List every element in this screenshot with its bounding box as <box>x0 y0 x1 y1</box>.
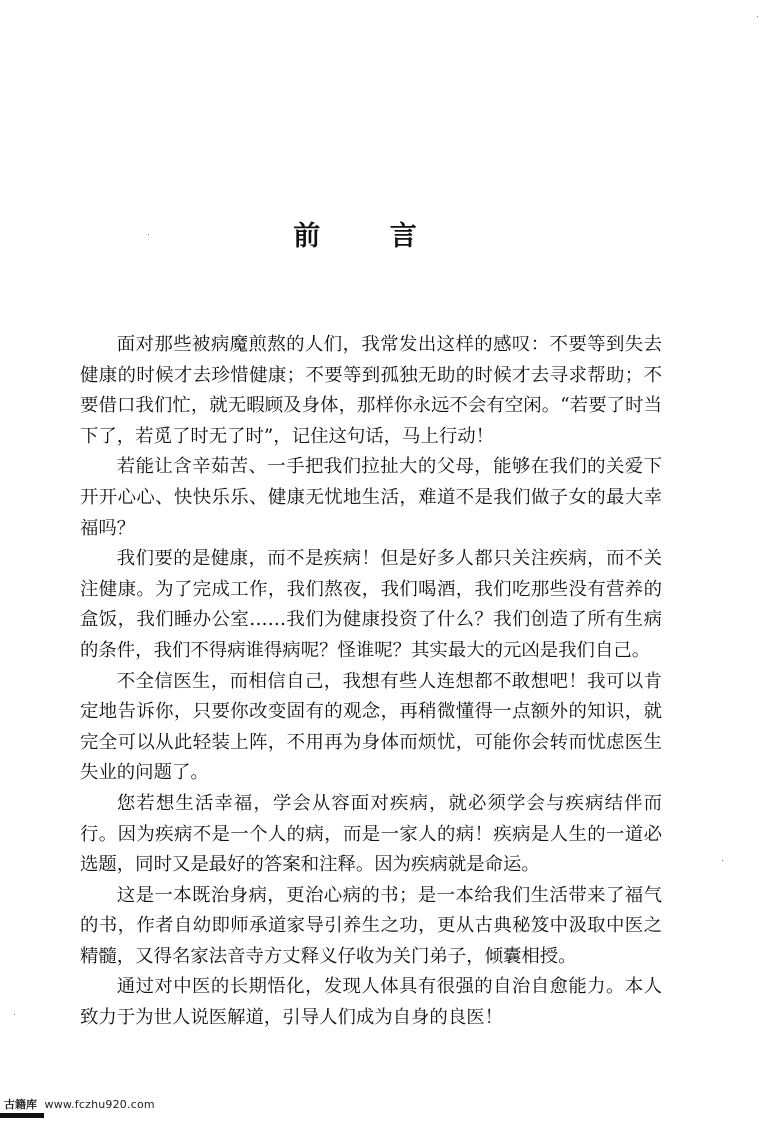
preface-body <box>80 330 662 1034</box>
paragraph: 我们要的是健康，而不是疾病！但是好多人都只关注疾病，而不关注健康。为了完成工作，我们熬夜，我们喝酒，我们吃那些没有营养的盒饭，我们睡办公室……我们为健康投资了什么？我们创造了所有生病的条件，我们不得病谁得病呢？怪谁呢？其实最大的元凶是我们自己。 <box>80 548 662 661</box>
paragraph: 若能让含辛茹苦、一手把我们拉扯大的父母，能够在我们的关爱下开开心心、快快乐乐、健康无忧地生活，难道不是我们做子女的最大幸福吗？ <box>80 456 662 539</box>
scan-speck <box>14 1014 15 1015</box>
scan-speck <box>148 234 149 235</box>
paragraph: 不全信医生，而相信自己，我想有些人连想都不敢想吧！我可以肯定地告诉你，只要你改变固有的观念，再稍微懂得一点额外的知识，就完全可以从此轻装上阵，不用再为身体而烦忧，可能你会转而忧虑医生失业的问题了。 <box>80 670 662 784</box>
footer-bar <box>0 1113 44 1118</box>
footer-watermark <box>4 1096 155 1112</box>
scan-speck <box>722 860 723 861</box>
paragraph: 这是一本既治身病，更治心病的书；是一本给我们生活带来了福气的书，作者自幼即师承道家导引养生之功，更从古典秘笈中汲取中医之精髓，又得名家法音寺方丈释义仔收为关门弟子，倾囊相授。 <box>80 884 662 967</box>
scan-speck <box>757 16 758 17</box>
page-title: 前 言 <box>293 221 447 253</box>
footer-url[interactable]: www.fczhu920.com <box>44 1098 155 1111</box>
paragraph: 您若想生活幸福，学会从容面对疾病，就必须学会与疾病结伴而行。因为疾病不是一个人的病，而是一家人的病！疾病是人生的一道必选题，同时又是最好的答案和注释。因为疾病就是命运。 <box>80 792 662 876</box>
paragraph: 面对那些被病魔煎熬的人们，我常发出这样的感叹：不要等到失去健康的时候才去珍惜健康；不要等到孤独无助的时候才去寻求帮助；不要借口我们忙，就无暇顾及身体，那样你永远不会有空闲。“若要了时当下了，若觅了时无了时”，记住这句话，马上行动！ <box>80 334 662 447</box>
paragraph: 通过对中医的长期悟化，发现人体具有很强的自治自愈能力。本人致力于为世人说医解道，引导人们成为自身的良医！ <box>80 976 662 1029</box>
footer-brand: 古籍库 <box>4 1098 37 1111</box>
